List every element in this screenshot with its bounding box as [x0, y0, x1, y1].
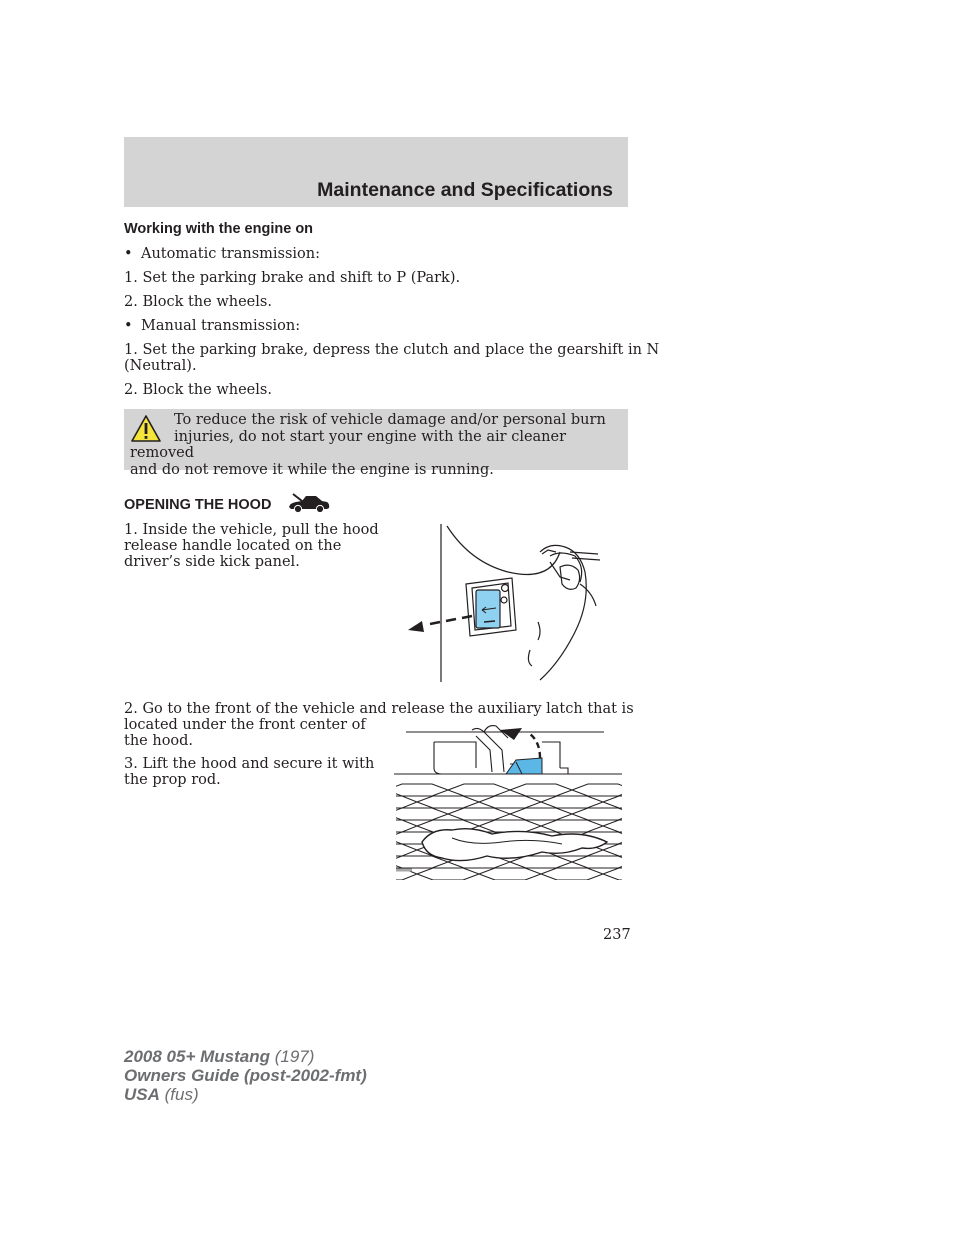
engine-on-heading: Working with the engine on — [124, 221, 314, 237]
bullet-manual-label: Manual transmission: — [141, 318, 301, 334]
hood-step-3-line-2: the prop rod. — [124, 772, 221, 788]
page-number: 237 — [603, 927, 631, 943]
footer-block — [124, 1047, 367, 1104]
manual-step-1-line-1: 1. Set the parking brake, depress the clutch and place the gearshift in N — [124, 342, 660, 358]
automatic-step-2: 2. Block the wheels. — [124, 294, 272, 310]
auxiliary-latch-illustration — [392, 718, 624, 882]
automatic-step-1: 1. Set the parking brake and shift to P (Park). — [124, 270, 461, 286]
manual-step-2: 2. Block the wheels. — [124, 382, 272, 398]
car-hood-icon — [287, 493, 331, 515]
hood-step-1-line-2: release handle located on the — [124, 538, 342, 554]
section-header-band — [124, 137, 628, 207]
hood-release-handle-illustration — [400, 522, 610, 684]
warning-text — [130, 412, 620, 478]
section-title: Maintenance and Specifications — [317, 179, 613, 201]
warning-line-3: and do not remove it while the engine is running. — [130, 461, 494, 478]
hood-step-1-line-1: 1. Inside the vehicle, pull the hood — [124, 522, 379, 538]
footer-guide: Owners Guide (post-2002-fmt) — [124, 1066, 367, 1085]
hood-step-2-line-2: located under the front center of — [124, 717, 366, 733]
manual-step-1-line-2: (Neutral). — [124, 358, 197, 374]
hood-step-1-line-3: driver’s side kick panel. — [124, 554, 300, 570]
bullet-manual — [124, 318, 300, 334]
bullet-dot: • — [124, 318, 133, 334]
footer-line-2 — [124, 1066, 367, 1085]
warning-line-2: injuries, do not start your engine with the air cleaner removed — [130, 428, 567, 461]
opening-hood-heading-text: OPENING THE HOOD — [124, 497, 272, 513]
footer-market-code: (fus) — [164, 1085, 199, 1104]
hood-step-1 — [124, 522, 379, 570]
bullet-automatic — [124, 246, 320, 262]
footer-line-1 — [124, 1047, 367, 1066]
warning-box — [124, 409, 628, 478]
bullet-dot: • — [124, 246, 133, 262]
footer-model: 2008 05+ Mustang — [124, 1047, 270, 1066]
footer-line-3 — [124, 1085, 367, 1104]
footer-market: USA — [124, 1085, 160, 1104]
bullet-automatic-label: Automatic transmission: — [141, 246, 320, 262]
hood-step-3-line-1: 3. Lift the hood and secure it with — [124, 756, 375, 772]
warning-line-1: To reduce the risk of vehicle damage and/or personal burn — [174, 412, 606, 428]
hood-step-2-line-1: 2. Go to the front of the vehicle and release the auxiliary latch that is — [124, 701, 634, 717]
footer-model-code: (197) — [274, 1047, 315, 1066]
hood-step-2-line-3: the hood. — [124, 733, 194, 749]
hood-step-3 — [124, 756, 374, 788]
opening-hood-heading — [124, 497, 271, 513]
hood-step-2-rest — [124, 717, 366, 749]
